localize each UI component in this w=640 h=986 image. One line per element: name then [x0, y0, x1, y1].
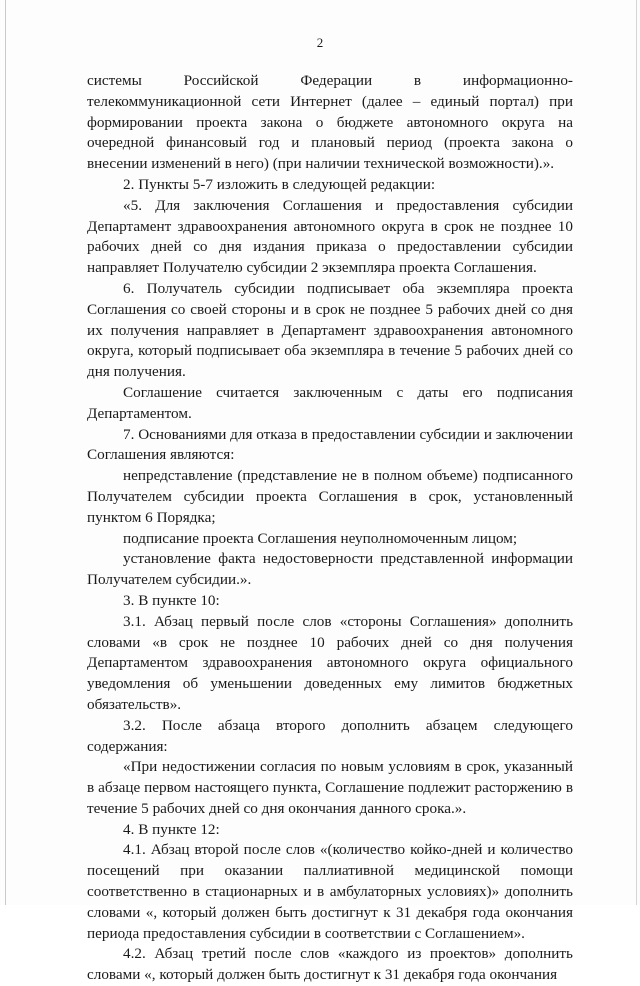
paragraph-item-2: 2. Пункты 5-7 изложить в следующей редакции:	[123, 175, 436, 193]
paragraph-item-4-2: 4.2. Абзац третий после слов «каждого из проектов» дополнить словами «, который должен быть достигнут к 31 декабря года окончания	[87, 945, 573, 984]
page-edge-right	[636, 0, 637, 905]
page-edge-left	[5, 0, 6, 905]
paragraph-item-5: «5. Для заключения Соглашения и предоставления субсидии Департамент здравоохранения автономного округа в срок не позднее 10 рабочих дней со дня издания приказа о предоставлении субсидии направляет Получателю субсидии 2 экземпляра проекта Соглашения.	[87, 196, 573, 277]
paragraph-item-3-1: 3.1. Абзац первый после слов «стороны Соглашения» дополнить словами «в срок не позднее 10 рабочих дней со дня получения Департаментом здравоохранения автономного округа официального уведомления об уменьшении доведенных ему лимитов бюджетных обязательств».	[87, 612, 573, 713]
paragraph-item-4: 4. В пункте 12:	[123, 820, 220, 838]
document-body	[87, 71, 573, 986]
paragraph-item-3-2: 3.2. После абзаца второго дополнить абзацем следующего содержания:	[87, 716, 573, 755]
paragraph-item-7: 7. Основаниями для отказа в предоставлении субсидии и заключении Соглашения являются:	[87, 425, 573, 464]
paragraph-agreement-concluded: Соглашение считается заключенным с даты его подписания Департаментом.	[87, 383, 573, 422]
paragraph-refusal-reason-3: установление факта недостоверности представленной информации Получателем субсидии.».	[87, 550, 573, 589]
page-number: 2	[316, 35, 324, 50]
paragraph-item-4-1: 4.1. Абзац второй после слов «(количество койко-дней и количество посещений при оказании паллиативной медицинской помощи соответственно в стационарных и в амбулаторных условиях)» дополнить словами «, который должен быть достигнут к 31 декабря года окончания периода предоставления субсидии в соответствии с Соглашением».	[87, 841, 573, 942]
paragraph-quoted-addition: «При недостижении согласия по новым условиям в срок, указанный в абзаце первом настоящего пункта, Соглашение подлежит расторжению в течение 5 рабочих дней со дня окончания данного срока.».	[87, 758, 573, 817]
paragraph-item-3: 3. В пункте 10:	[123, 591, 220, 609]
paragraph-refusal-reason-2: подписание проекта Соглашения неуполномоченным лицом;	[123, 529, 518, 547]
paragraph-continuation: системы Российской Федерации в информационно-телекоммуникационной сети Интернет (далее – единый портал) при формировании проекта закона о бюджете автономного округа на очередной финансовый год и плановый период (проекта закона о внесении изменений в него) (при наличии технической возможности).».	[87, 72, 573, 173]
paragraph-item-6: 6. Получатель субсидии подписывает оба экземпляра проекта Соглашения со своей стороны и в срок не позднее 5 рабочих дней со дня их получения направляет в Департамент здравоохранения автономного округа, который подписывает оба экземпляра в течение 5 рабочих дней со дня получения.	[87, 279, 573, 381]
paragraph-refusal-reason-1: непредставление (представление не в полном объеме) подписанного Получателем субсидии проекта Соглашения в срок, установленный пунктом 6 Порядка;	[87, 467, 573, 526]
